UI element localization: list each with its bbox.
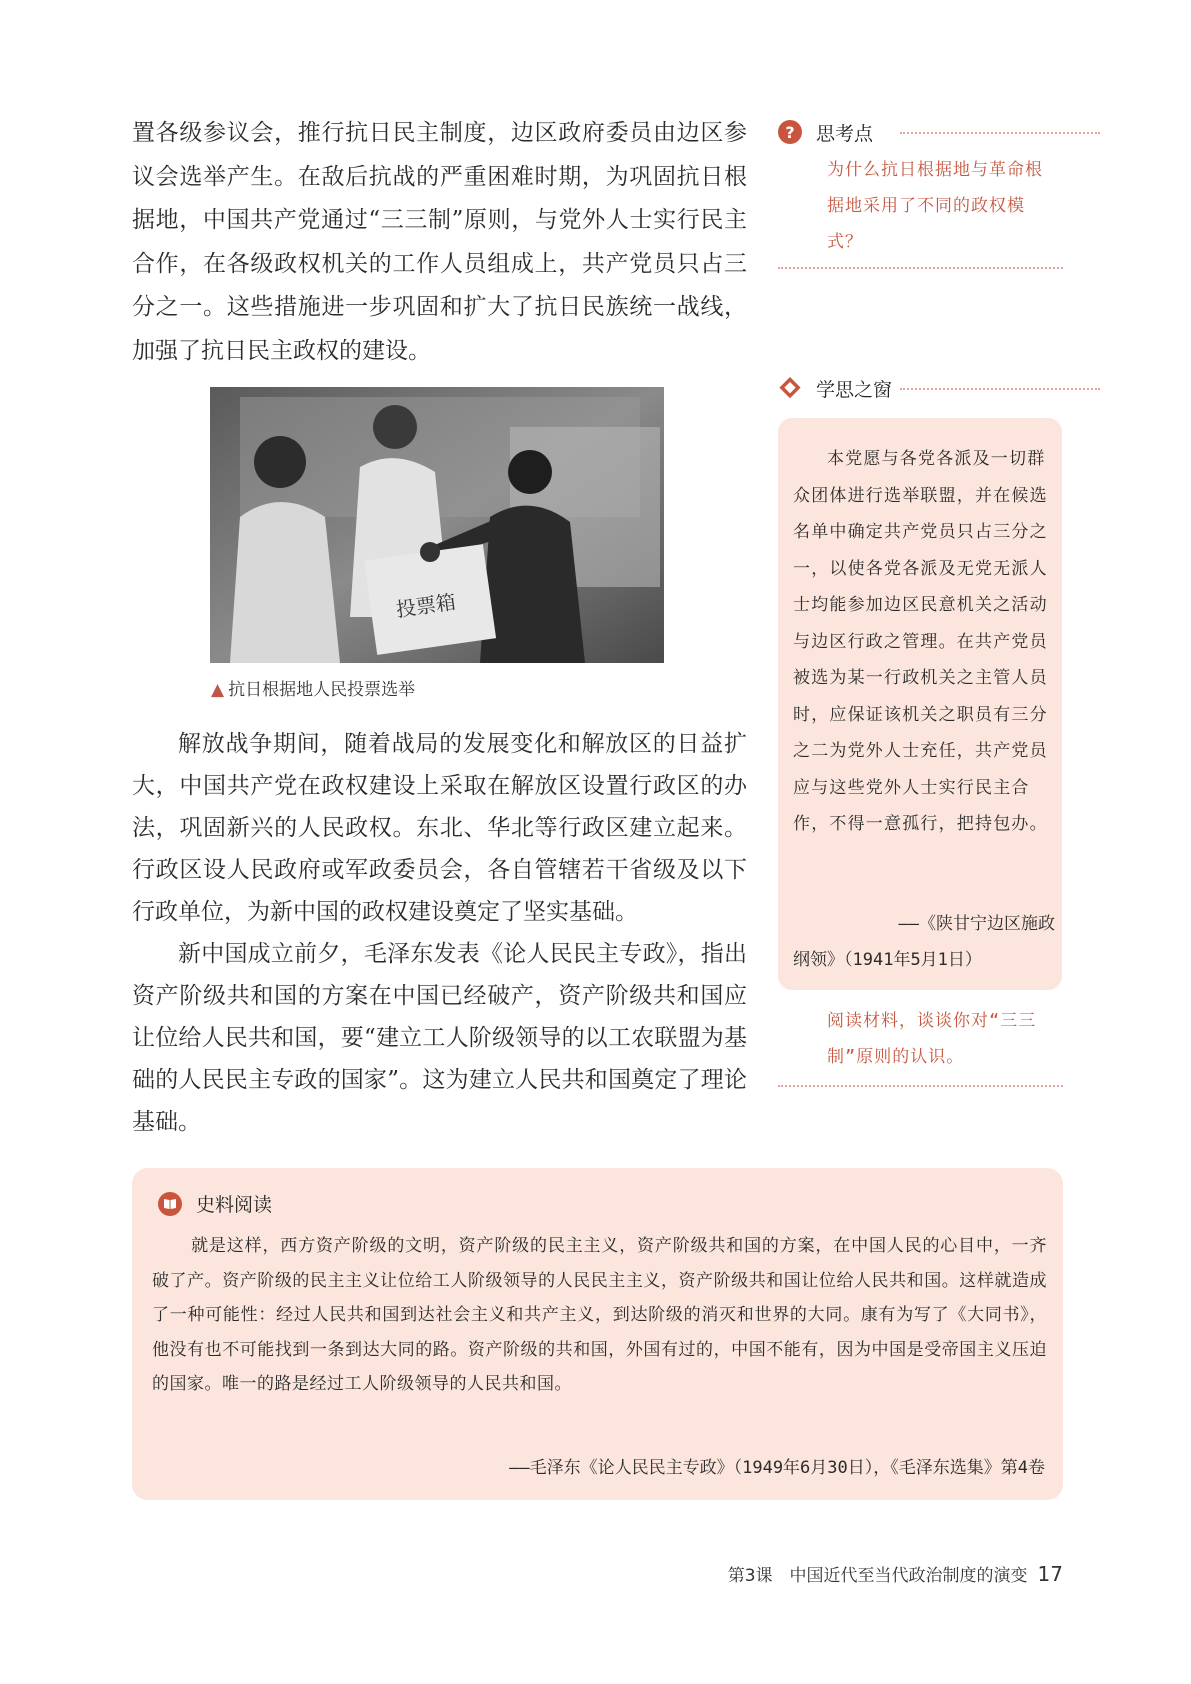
paragraph-3: 新中国成立前夕，毛泽东发表《论人民民主专政》，指出资产阶级共和国的方案在中国已经破产，资产阶级共和国应让位给人民共和国，要“建立工人阶级领导的以工农联盟为基础的人民民主专政的国家”。这为建立人民共和国奠定了理论基础。 xyxy=(132,941,747,1135)
think-point-title: 思考点 xyxy=(816,122,874,145)
page-footer xyxy=(728,1561,1063,1586)
lesson-title: 第3课 中国近代至当代政治制度的演变 xyxy=(727,1566,1028,1586)
voting-photo xyxy=(210,387,664,663)
think-point-header xyxy=(778,117,873,147)
dotted-divider xyxy=(778,1085,1063,1087)
read-prompt-text: 阅读材料，谈谈你对“三三制”原则的认识。 xyxy=(827,1011,1037,1067)
history-reading-text: 就是这样，西方资产阶级的文明，资产阶级的民主主义，资产阶级共和国的方案，在中国人民的心目中，一齐破了产。资产阶级的民主主义让位给工人阶级领导的人民民主主义，资产阶级共和国让位给人民共和国。这样就造成了一种可能性：经过人民共和国到达社会主义和共产主义，到达阶级的消灭和世界的大同。康有为写了《大同书》，他没有也不可能找到一条到达大同的路。资产阶级的共和国，外国有过的，中国不能有，因为中国是受帝国主义压迫的国家。唯一的路是经过工人阶级领导的人民共和国。 xyxy=(152,1236,1047,1394)
think-point-question: 为什么抗日根据地与革命根据地采用了不同的政权模式？ xyxy=(827,160,1043,252)
diamond-pattern-icon xyxy=(778,376,802,400)
history-reading-title: 史料阅读 xyxy=(196,1194,273,1216)
source-line-2: 纲领》（1941年5月1日） xyxy=(793,950,982,970)
study-window-source xyxy=(793,906,1055,978)
study-window-title: 学思之窗 xyxy=(816,378,893,401)
voting-photo-image xyxy=(210,387,664,663)
page-number: 17 xyxy=(1037,1562,1063,1586)
history-reading-source: ——毛泽东《论人民民主专政》（1949年6月30日），《毛泽东选集》第4卷 xyxy=(509,1458,1045,1478)
main-text xyxy=(132,112,747,373)
dotted-divider xyxy=(900,132,1100,134)
read-prompt xyxy=(793,1003,1055,1075)
book-icon xyxy=(158,1192,182,1216)
dotted-divider xyxy=(778,267,1063,269)
question-icon: ? xyxy=(778,120,802,144)
study-window-header xyxy=(778,373,892,403)
history-reading-header xyxy=(158,1190,272,1217)
paragraph-2: 解放战争期间，随着战局的发展变化和解放区的日益扩大，中国共产党在政权建设上采取在解放区设置行政区的办法，巩固新兴的人民政权。东北、华北等行政区建立起来。行政区设人民政府或军政委员会，各自管辖若干省级及以下行政单位，为新中国的政权建设奠定了坚实基础。 xyxy=(132,731,747,925)
caption-text: 抗日根据地人民投票选举 xyxy=(228,680,416,700)
photo-caption xyxy=(211,675,415,700)
triangle-icon: ▲ xyxy=(211,680,225,700)
think-point-text xyxy=(793,152,1055,260)
dotted-divider xyxy=(900,388,1100,390)
paragraph-1: 置各级参议会，推行抗日民主制度，边区政府委员由边区参议会选举产生。在敌后抗战的严重困难时期，为巩固抗日根据地，中国共产党通过“三三制”原则，与党外人士实行民主合作，在各级政权机关的工作人员组成上，共产党员只占三分之一。这些措施进一步巩固和扩大了抗日民族统一战线，加强了抗日民主政权的建设。 xyxy=(132,120,747,364)
study-window-text: 本党愿与各党各派及一切群众团体进行选举联盟，并在候选名单中确定共产党员只占三分之一，以使各党各派及无党无派人士均能参加边区民意机关之活动与边区行政之管理。在共产党员被选为某一行政机关之主管人员时，应保证该机关之职员有三分之二为党外人士充任，共产党员应与这些党外人士实行民主合作，不得一意孤行，把持包办。 xyxy=(793,449,1048,834)
main-text-lower xyxy=(132,723,747,1143)
ballot-box-label: 投票箱 xyxy=(394,589,458,622)
source-line-1: ——《陕甘宁边区施政 xyxy=(898,914,1055,934)
